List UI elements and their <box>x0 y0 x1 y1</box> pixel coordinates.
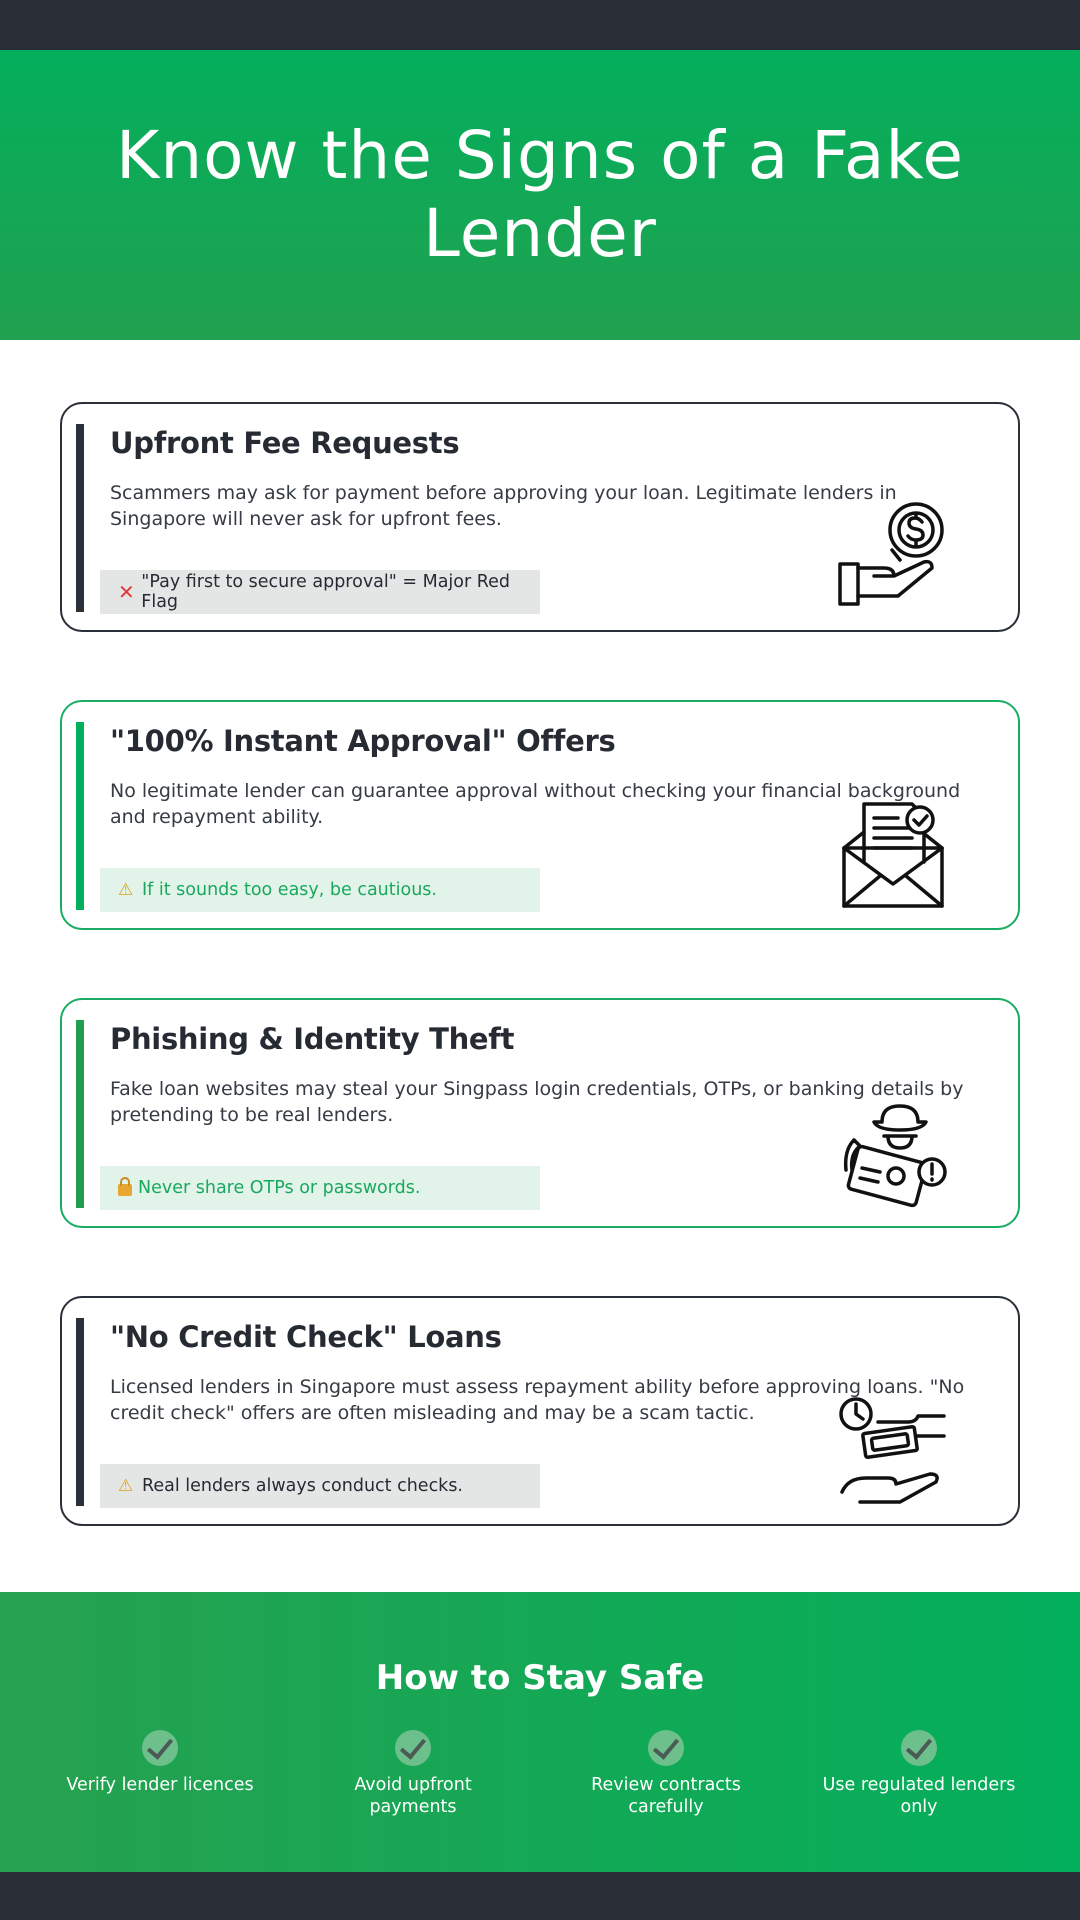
check-icon <box>648 1730 684 1766</box>
card-accent-bar <box>76 424 84 612</box>
check-icon <box>901 1730 937 1766</box>
tip-label: Verify lender licences <box>66 1775 254 1795</box>
card-note <box>100 1464 540 1508</box>
hero-banner <box>0 50 1080 340</box>
clock-cash-hands-icon <box>838 1396 948 1506</box>
warning-icon: ⚠ <box>118 1476 134 1496</box>
stay-safe-section <box>0 1592 1080 1872</box>
tip-label: Use regulated lenders only <box>822 1775 1016 1817</box>
tip-label: Review contracts carefully <box>591 1775 741 1817</box>
warning-icon: ⚠ <box>118 880 134 900</box>
approved-letter-envelope-icon <box>838 800 948 910</box>
card-accent-bar <box>76 1318 84 1506</box>
card-description: No legitimate lender can guarantee approval without checking your financial background and repayment ability. <box>110 780 961 828</box>
card-accent-bar <box>76 1020 84 1208</box>
card-description: Fake loan websites may steal your Singpass login credentials, OTPs, or banking details by pretending to be real lenders. <box>110 1078 964 1126</box>
card-title: Upfront Fee Requests <box>110 426 460 460</box>
tip-item <box>313 1730 513 1818</box>
card-title: Phishing & Identity Theft <box>110 1022 515 1056</box>
card-accent-bar <box>76 722 84 910</box>
card-instant-approval <box>60 700 1020 930</box>
bottom-bar <box>0 1872 1080 1920</box>
tip-label: Avoid upfront payments <box>354 1775 472 1817</box>
card-note <box>100 1166 540 1210</box>
x-mark-icon: ✕ <box>118 580 135 604</box>
tip-item <box>60 1730 260 1796</box>
check-icon <box>142 1730 178 1766</box>
card-note-text: "Pay first to secure approval" = Major Red Flag <box>141 572 511 612</box>
check-icon <box>395 1730 431 1766</box>
hand-money-bag-icon <box>838 502 948 612</box>
card-description: Scammers may ask for payment before approving your loan. Legitimate lenders in Singapore will never ask for upfront fees. <box>110 482 897 530</box>
section-title: How to Stay Safe <box>375 1658 705 1698</box>
card-note-text: If it sounds too easy, be cautious. <box>142 880 437 900</box>
card-note-text: Never share OTPs or passwords. <box>138 1178 421 1198</box>
card-note-text: Real lenders always conduct checks. <box>142 1476 463 1496</box>
card-note <box>100 570 540 614</box>
tip-item <box>819 1730 1019 1818</box>
lock-icon <box>118 1184 132 1196</box>
top-bar <box>0 0 1080 50</box>
card-title: "No Credit Check" Loans <box>110 1320 502 1354</box>
card-phishing <box>60 998 1020 1228</box>
card-no-credit-check <box>60 1296 1020 1526</box>
hacker-id-card-icon <box>838 1098 948 1208</box>
page-title: Know the Signs of a Fake Lender <box>116 117 964 272</box>
card-note <box>100 868 540 912</box>
card-description: Licensed lenders in Singapore must assess repayment ability before approving loans. "No credit check" offers are often misleading and may be a scam tactic. <box>110 1376 965 1424</box>
card-title: "100% Instant Approval" Offers <box>110 724 616 758</box>
tip-item <box>566 1730 766 1818</box>
card-upfront-fee <box>60 402 1020 632</box>
